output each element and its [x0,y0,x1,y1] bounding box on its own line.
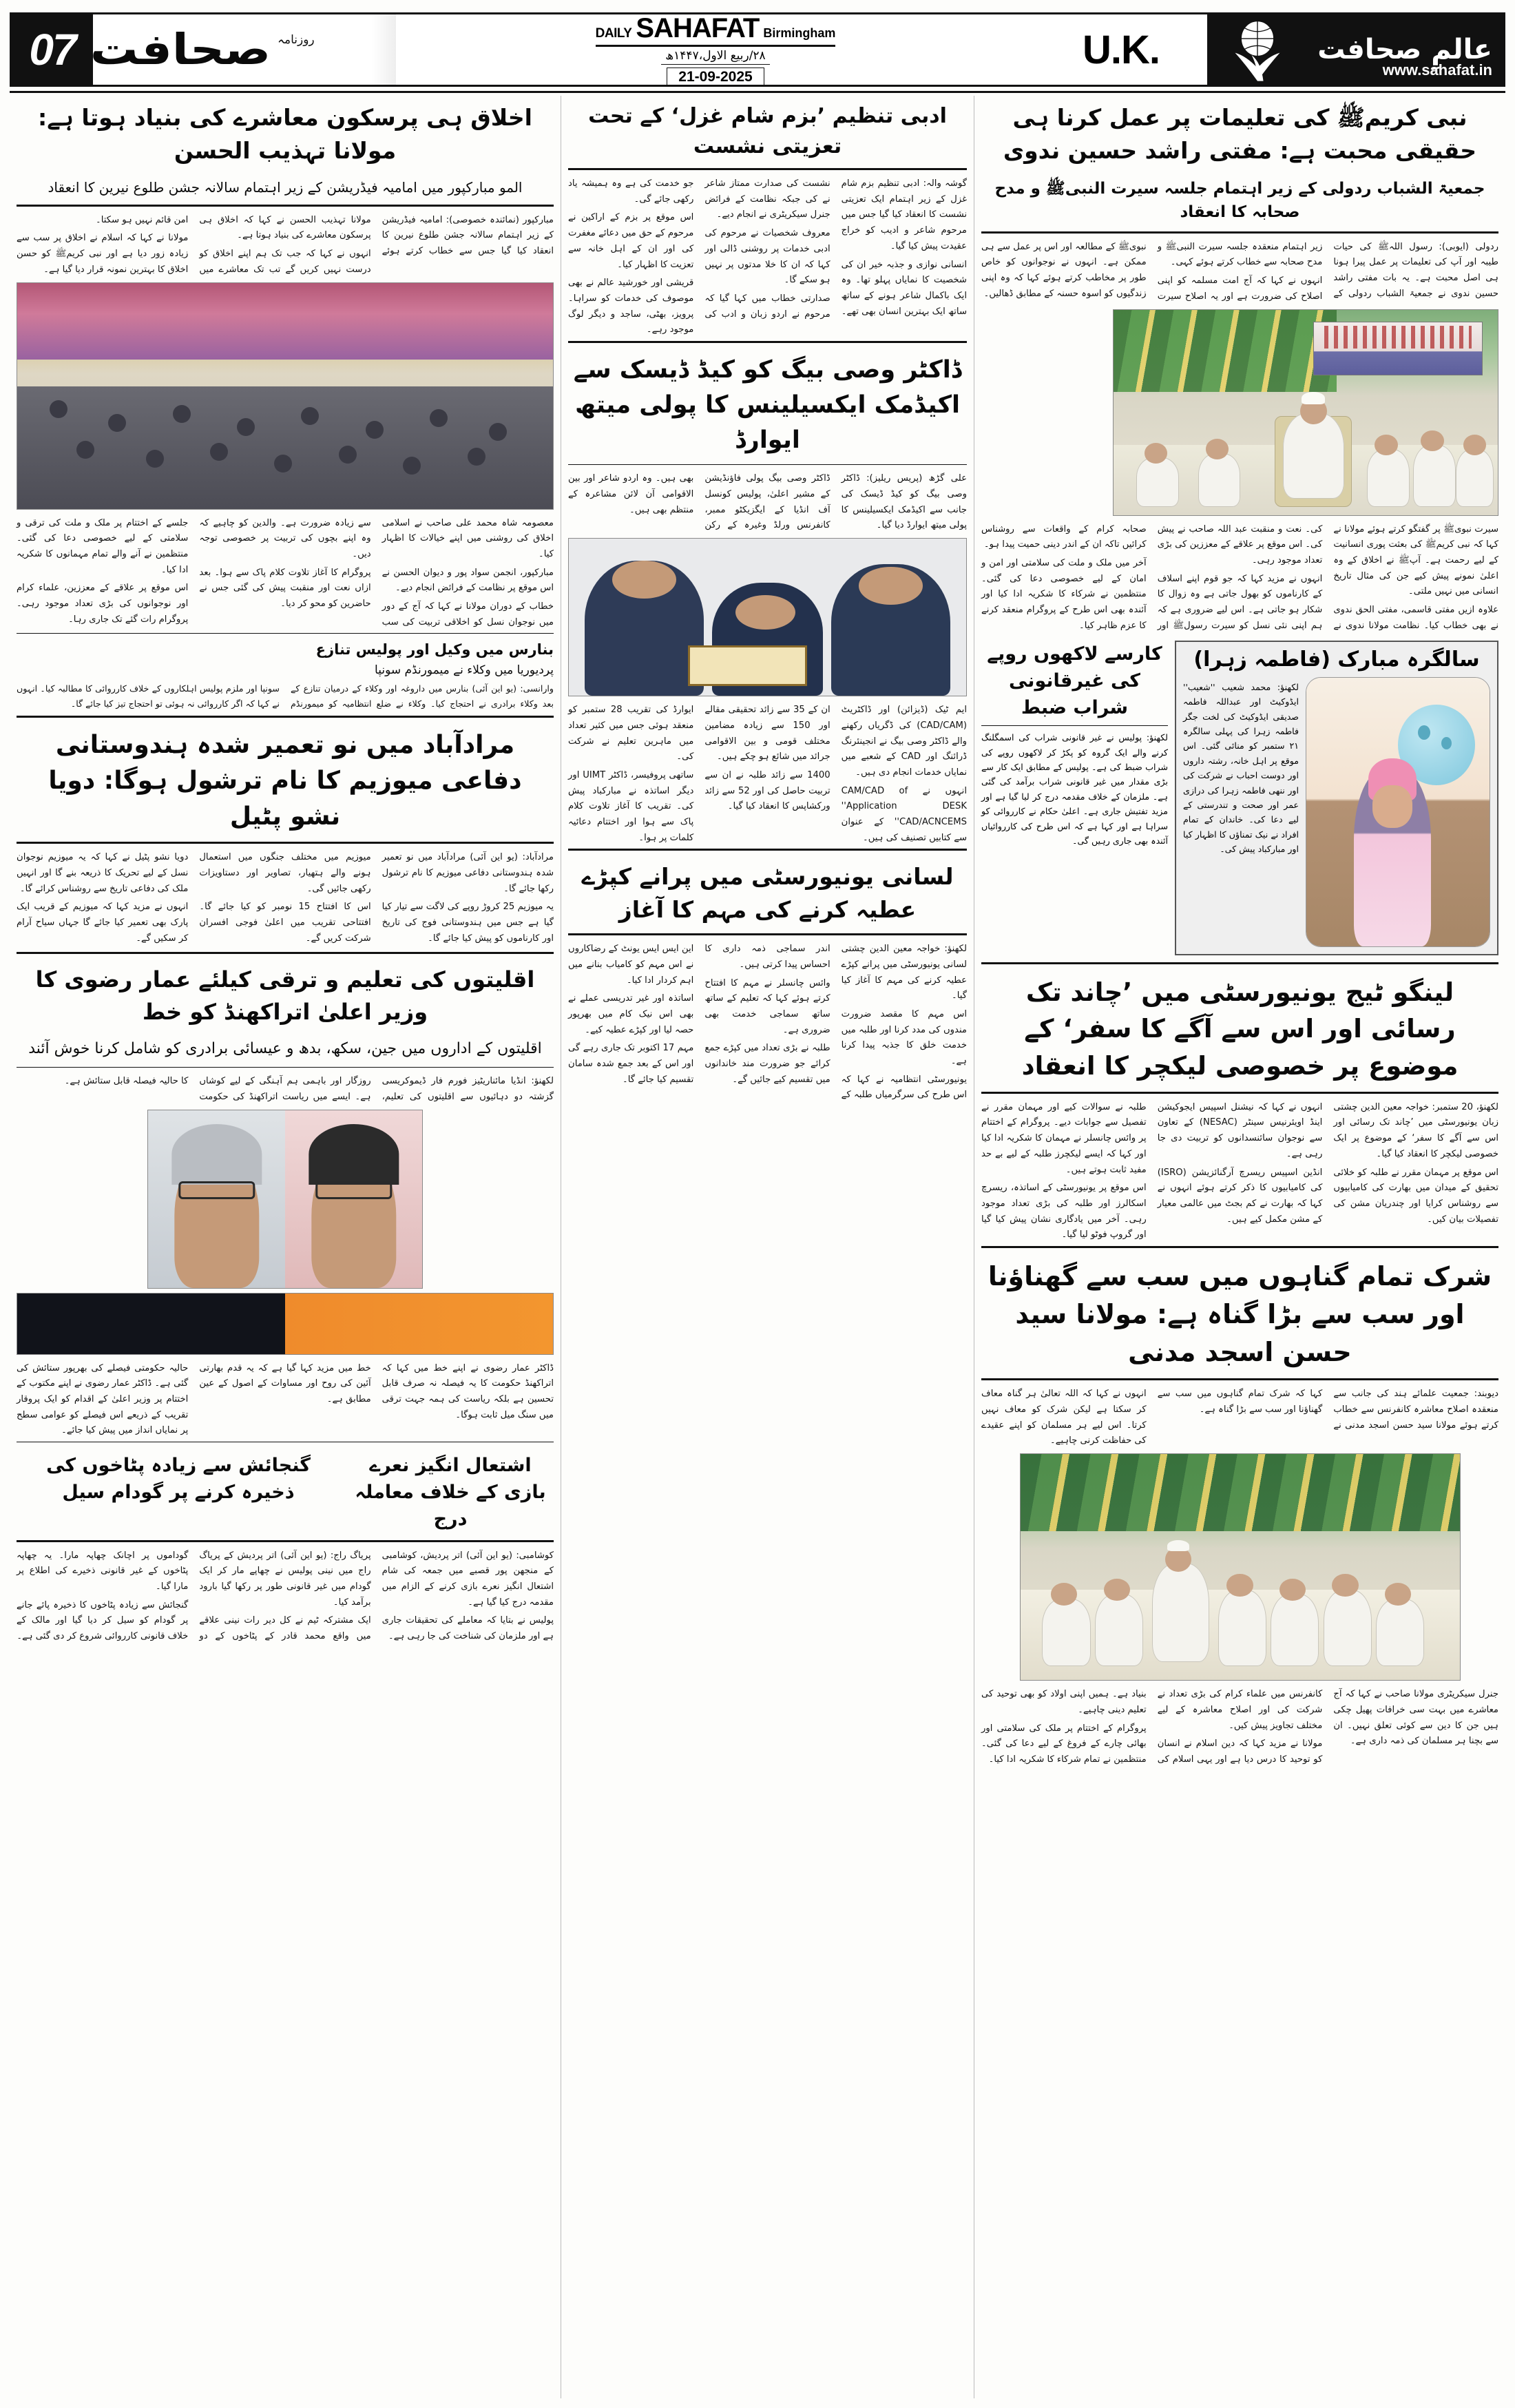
body-moradabad-museum: مرادآباد: (یو این آئی) مرادآباد میں نو تعمیر شدہ ہندوستانی دفاعی میوزیم کا نام ترشول رکھا جائے گا۔ یہ میوزیم 25 کروڑ روپے کی لاگت سے تیار کیا گیا ہے جس میں ہندوستانی فوج کی تاریخ اور کارناموں کو پیش کیا جائے گا۔ میوزیم میں مختلف جنگوں میں استعمال ہونے والے ہتھیار، تصاویر اور دستاویزات رکھی جائیں گی۔ اس کا افتتاح 15 نومبر کو کیا جائے گا۔ افتتاحی تقریب میں اعلیٰ فوجی افسران شرکت کریں گے۔ دویا نشو پٹیل نے کہا کہ یہ میوزیم نوجوان نسل کے لیے تحریک کا ذریعہ بنے گا اور انہیں ملک کی دفاعی تاریخ سے روشناس کرائے گا۔ انہوں نے مزید کہا کہ میوزیم کے قریب ایک پارک بھی تعمیر کیا جائے گا جہاں سیاح آرام کر سکیں گے۔ [17,852,554,944]
page-number: 07 [12,14,93,85]
divider [981,1246,1498,1248]
body-wasi-beg-bottom: ایم ٹیک (ڈیزائن) اور ڈاکٹریٹ (CAD/CAM) کی ڈگریاں رکھنے والے ڈاکٹر وصی بیگ نے انجینئرنگ ڈرائنگ اور CAD کے شعبے میں نمایاں خدمات انجام دی ہیں۔ انہوں نے CAM/CAD of ''Application DESK CAD/ACNCEMS'' کے عنوان سے کتابیں تصنیف کی ہیں۔ ان کے 35 سے زائد تحقیقی مقالے اور 150 سے زیادہ مضامین مختلف قومی و بین الاقوامی جرائد میں شائع ہو چکے ہیں۔ 1400 سے زائد طلبہ نے ان سے تربیت حاصل کی اور 52 سے زائد ورکشاپس کا انعقاد کیا گیا۔ ایوارڈ کی تقریب 28 ستمبر کو منعقد ہوئی جس میں کثیر تعداد میں ماہرین تعلیم نے شرکت کی۔ ساتھی پروفیسر، ڈاکٹر UIMT اور دیگر اساتذہ نے مبارکباد پیش کی۔ تقریب کا آغاز تلاوت کلام پاک سے ہوا اور اختتام دعائیہ کلمات پر ہوا۔ [568,705,968,843]
body-shirk-bottom: جنرل سیکریٹری مولانا صاحب نے کہا کہ آج معاشرے میں بہت سی خرافات پھیل چکی ہیں جن کا دین سے کوئی تعلق نہیں۔ ان سے بچنا ہر مسلمان کی ذمہ داری ہے۔ کانفرنس میں علماء کرام کی بڑی تعداد نے شرکت کی اور اصلاح معاشرہ کے لیے مختلف تجاویز پیش کیں۔ مولانا نے مزید کہا کہ دین اسلام نے انسان کو توحید کا درس دیا ہے اور یہی اسلام کی بنیاد ہے۔ ہمیں اپنی اولاد کو بھی توحید کی تعلیم دینی چاہیے۔ پروگرام کے اختتام پر ملک کی سلامتی اور بھائی چارے کے فروغ کے لیے دعا کی گئی۔ منتظمین نے تمام شرکاء کا شکریہ ادا کیا۔ [981,1689,1498,1765]
headline-nabi-kareem-teachings[interactable]: نبی کریمﷺ کی تعلیمات پر عمل کرنا ہی حقیقی محبت ہے: مفتی راشد حسین ندوی [1003,104,1477,164]
column-left [974,96,1505,2398]
brand-title-row [596,13,836,47]
urdu-paper-kicker: روزنامہ [278,33,315,47]
divider [17,633,554,634]
divider [981,231,1498,233]
website-url[interactable]: www.sahafat.in [1382,61,1492,79]
headline-side-note[interactable]: کارسے لاکھوں روپے کی غیرقانونی شراب ضبط [987,643,1162,719]
brief-headline-banaras[interactable]: بنارس میں وکیل اور پولیس تنازع [315,641,554,658]
edition-city: Birmingham [763,25,836,40]
baby-girl-photo [1306,677,1490,947]
headline-moradabad-museum[interactable]: مرادآباد میں نو تعمیر شدہ ہندوستانی دفاعی میوزیم کا نام ترشول ہوگا: دویا نشو پٹیل [48,730,522,831]
divider [981,1092,1498,1094]
madani-gathering-photo [1020,1453,1461,1681]
brand-name: SAHAFAT [636,12,760,43]
side-note-text: لکھنؤ: پولیس نے غیر قانونی شراب کی اسمگلنگ کرنے والے ایک گروہ کو پکڑ کر لاکھوں روپے کی شراب ضبط کی ہے۔ پولیس کے مطابق ایک کار سے بڑی مقدار میں غیر قانونی شراب برآمد کی گئی ہے۔ ملزمان کے خلاف مقدمہ درج کر لیا گیا ہے اور مزید تفتیش جاری ہے۔ اعلیٰ حکام نے کارروائی کو سراہا ہے اور کہا ہے کہ اس طرح کی کارروائیاں آئندہ بھی جاری رہیں گی۔ [981,732,1168,847]
logo-urdu-text: عالمِ صحافت [1317,34,1492,65]
brief-body-banaras: وارانسی: (یو این آئی) بنارس میں داروغہ اور وکلاء کے درمیان تنازع کے بعد وکلاء برادری نے احتجاج کیا۔ وکلاء نے ضلع انتظامیہ کو میمورنڈم سونپا اور ملزم پولیس اہلکاروں کے خلاف کارروائی کا مطالبہ کیا۔ انہوں نے کہا کہ اگر کارروائی نہ ہوئی تو احتجاج تیز کیا جائے گا۔ [17,683,554,709]
headline-minorities-education[interactable]: اقلیتوں کی تعلیم و ترقی کیلئے عمار رضوی کا وزیر اعلیٰ اتراکھنڈ کو خط [35,966,535,1025]
headline-moon-lecture[interactable]: لینگو ٹیج یونیورسٹی میں ’چاند تک رسائی اور اس سے آگے کا سفر‘ کے موضوع پر خصوصی لیکچر کا انعقاد [1021,977,1459,1081]
divider [981,962,1498,964]
column-middle [561,96,974,2398]
body-wasi-beg-top: علی گڑھ (پریس ریلیز): ڈاکٹر وصی بیگ کو کیڈ ڈیسک کی جانب سے اکیڈمک ایکسیلینس کا پولی میتھ ایوارڈ دیا گیا۔ ڈاکٹر وصی بیگ پولی فاؤنڈیشن کے مشیر اعلیٰ، پولیس کونسل آف انڈیا کے ایگزیکٹو ممبر، کانفرنس ورلڈ وغیرہ کے رکن بھی ہیں۔ وہ اردو شاعر اور بین الاقوامی آن لائن مشاعرہ کے منتظم بھی ہیں۔ [568,473,967,531]
column-right [10,96,561,2398]
body-nabi-kareem-bottom: سیرت نبویﷺ پر گفتگو کرتے ہوئے مولانا نے کہا کہ نبی کریمﷺ کی بعثت پوری انسانیت کے لیے رحمت ہے۔ آپﷺ نے اخلاق کے وہ اعلیٰ نمونے پیش کیے جن کی مثال تاریخ انسانی میں نہیں ملتی۔ علاوہ ازیں مفتی قاسمی، مفتی الحق ندوی نے بھی خطاب کیا۔ نظامت مولانا ندوی نے کی۔ نعت و منقبت عبد اللہ صاحب نے پیش کی۔ اس موقع پر علاقے کے معززین کی بڑی تعداد موجود رہی۔ انہوں نے مزید کہا کہ جو قوم اپنے اسلاف کے کارناموں کو بھول جاتی ہے وہ زوال کا شکار ہو جاتی ہے۔ اس لیے ضروری ہے کہ ہم اپنی نئی نسل کو سیرت رسولﷺ اور صحابہ کرام کے واقعات سے روشناس کرائیں تاکہ ان کے اندر دینی حمیت پیدا ہو۔ آخر میں ملک و ملت کی سلامتی اور امن و امان کے لیے خصوصی دعا کی گئی۔ منتظمین نے شرکاء کا شکریہ ادا کیا اور آئندہ بھی اس طرح کے پروگرام منعقد کرنے کا عزم ظاہر کیا۔ [981,523,1498,631]
body-slogans-firecracker: کوشامبی: (یو این آئی) اتر پردیش، کوشامبی کے منجھن پور قصبے میں جمعہ کی شام اشتعال انگیز نعرے بازی کرنے کے الزام میں مقدمہ درج کیا گیا ہے۔ پولیس نے بتایا کہ معاملے کی تحقیقات جاری ہے اور ملزمان کی شناخت کی جا رہی ہے۔ پریاگ راج: (یو این آئی) اتر پردیش کے پریاگ راج میں نینی پولیس نے چھاپے مار کر ایک گودام میں غیر قانونی طور پر رکھا گیا بارود برآمد کیا۔ ایک مشترکہ ٹیم نے کل دیر رات نینی علاقے میں واقع محمد قادر کے پٹاخوں کے دو گوداموں پر اچانک چھاپہ مارا۔ یہ چھاپہ پٹاخوں کے غیر قانونی ذخیرے کی اطلاع پر مارا گیا۔ گنجائش سے زیادہ پٹاخوں کا ذخیرہ پائے جانے پر گودام کو سیل کر دیا گیا اور مالک کے خلاف قانونی کارروائی شروع کر دی گئی ہے۔ [17,1550,554,1642]
subhead-akhlaq: المو مبارکپور میں امامیہ فیڈریشن کے زیر اہتمام سالانہ جشن طلوع نیرین کا انعقاد [48,178,523,196]
award-ceremony-photo [568,538,967,696]
divider [568,933,967,935]
body-akhlaq-bottom: معصومہ شاہ محمد علی صاحب نے اسلامی اخلاق کی روشنی میں اپنے خیالات کا اظہار کیا۔ مبارکپور، انجمن سواد پور و دیوان الحسن نے اس موقع پر نظامت کے فرائض انجام دیے۔ خطاب کے دوران مولانا نے کہا کہ آج کے دور میں نوجوان نسل کو اخلاقی تربیت کی سب سے زیادہ ضرورت ہے۔ والدین کو چاہیے کہ وہ اپنے بچوں کی تربیت پر خصوصی توجہ دیں۔ پروگرام کا آغاز تلاوت کلام پاک سے ہوا۔ بعد ازاں نعت اور منقبت پیش کی گئی جس نے حاضرین کو محو کر دیا۔ جلسے کے اختتام پر ملک و ملت کی ترقی و سلامتی کے لیے خصوصی دعا کی گئی۔ منتظمین نے آنے والے تمام مہمانوں کا شکریہ ادا کیا۔ اس موقع پر علاقے کے معززین، علماء کرام اور نوجوانوں کی بڑی تعداد موجود رہی۔ پروگرام رات گئے تک جاری رہا۔ [17,517,554,627]
flag-backdrop-photo [17,1293,554,1355]
body-akhlaq-top: مبارکپور (نمائندہ خصوصی): امامیہ فیڈریشن کے زیر اہتمام سالانہ جشن طلوع نیرین کا انعقاد کیا گیا جس سے خطاب کرتے ہوئے مولانا تہذیب الحسن نے کہا کہ اخلاق ہی پرسکون معاشرے کی بنیاد ہوتا ہے۔ انہوں نے کہا کہ جب تک ہم اپنے اخلاق کو درست نہیں کریں گے تب تک معاشرے میں امن قائم نہیں ہو سکتا۔ مولانا نے کہا کہ اسلام نے اخلاق پر سب سے زیادہ زور دیا ہے اور نبی کریمﷺ کو حسن اخلاق کا بہترین نمونہ قرار دیا گیا ہے۔ [17,214,554,275]
birthday-title: سالگرہ مبارک (فاطمہ زہرا) [1193,647,1480,672]
jalsa-seerat-photo [1113,309,1498,516]
divider [981,1378,1498,1380]
divider [568,849,967,851]
body-minorities-top: لکھنؤ: انڈیا مائناریٹیز فورم فار ڈیموکریسی گزشتہ دو دہائیوں سے اقلیتوں کی تعلیم، روزگار اور باہمی ہم آہنگی کے لیے کوشاں ہے۔ ایسے میں ریاست اتراکھنڈ کی حکومت کا حالیہ فیصلہ قابل ستائش ہے۔ [64,1076,554,1102]
portrait-right [285,1110,422,1288]
portrait-left [148,1110,285,1288]
headline-slogans-case[interactable]: اشتعال انگیز نعرے بازی کے خلاف معاملہ درج [355,1455,546,1530]
headline-firecracker-godown[interactable]: گنجائش سے زیادہ پٹاخوں کی ذخیرہ کرنے پر گودام سیل [46,1455,311,1504]
body-nabi-kareem-top: ردولی (ایوبی): رسول اللہﷺ کی حیات طیبہ اور آپ کی تعلیمات پر عمل پیرا ہونا ہی اصل محبت ہے۔ یہ بات مفتی راشد حسین ندوی نے جمعیۃ الشباب ردولی کے زیر اہتمام منعقدہ جلسہ سیرت النبیﷺ و مدح صحابہ سے خطاب کرتے ہوئے کہی۔ انہوں نے کہا کہ آج امت مسلمہ کو اپنی اصلاح کی ضرورت ہے اور یہ اصلاح سیرت نبویﷺ کے مطالعہ اور اس پر عمل سے ہی ممکن ہے۔ انہوں نے نوجوانوں کو خاص طور پر مخاطب کرتے ہوئے کہا کہ وہ اپنی زندگیوں کو اسوہ حسنہ کے مطابق ڈھالیں۔ [981,241,1498,302]
divider [17,1067,554,1068]
headline-bazm-shaam-ghazal[interactable]: ادبی تنظیم ’بزم شام غزل‘ کے تحت تعزیتی نشست [588,104,947,158]
globe-icon [1228,19,1287,83]
body-clothes-donation: لکھنؤ: خواجہ معین الدین چشتی لسانی یونیورسٹی میں پرانے کپڑے عطیہ کرنے کی مہم کا آغاز کیا گیا۔ اس مہم کا مقصد ضرورت مندوں کی مدد کرنا اور طلبہ میں خدمت خلق کا جذبہ پیدا کرنا ہے۔ یونیورسٹی انتظامیہ نے کہا کہ اس طرح کی سرگرمیاں طلبہ کے اندر سماجی ذمہ داری کا احساس پیدا کرتی ہیں۔ وائس چانسلر نے مہم کا افتتاح کرتے ہوئے کہا کہ تعلیم کے ساتھ ساتھ سماجی خدمت بھی ضروری ہے۔ طلبہ نے بڑی تعداد میں کپڑے جمع کرائے جو ضرورت مند خاندانوں میں تقسیم کیے جائیں گے۔ این ایس ایس یونٹ کے رضاکاروں نے اس مہم کو کامیاب بنانے میں اہم کردار ادا کیا۔ اساتذہ اور غیر تدریسی عملے نے بھی اس نیک کام میں بھرپور حصہ لیا اور کپڑے عطیہ کیے۔ مہم 17 اکتوبر تک جاری رہے گی اور اس کے بعد جمع شدہ سامان تقسیم کیا جائے گا۔ [568,944,967,1101]
hijri-date: ۲۸/ربیع الاول،۱۴۴۷ھ [661,48,769,65]
body-bazm-shaam-ghazal: گوشہ والہ: ادبی تنظیم بزم شام غزل کے زیر اہتمام ایک تعزیتی نشست کا انعقاد کیا گیا جس میں مرحوم شاعر و ادیب کو خراج عقیدت پیش کیا گیا۔ انسانی نوازی و جذبہ خیر ان کی شخصیت کا نمایاں پہلو تھا۔ وہ ایک باکمال شاعر ہونے کے ساتھ ساتھ ایک بہترین انسان بھی تھے۔ نشست کی صدارت ممتاز شاعر نے کی جبکہ نظامت کے فرائض جنرل سیکریٹری نے انجام دیے۔ معروف شخصیات نے مرحوم کی ادبی خدمات پر روشنی ڈالی اور کہا کہ ان کا خلا مدتوں پر نہیں ہو سکے گا۔ صدارتی خطاب میں کہا گیا کہ مرحوم نے اردو زبان و ادب کی جو خدمت کی ہے وہ ہمیشہ یاد رکھی جائے گی۔ اس موقع پر بزم کے اراکین نے مرحوم کے حق میں دعائے مغفرت کی اور ان کے اہل خانہ سے تعزیت کا اظہار کیا۔ قریشی اور خورشید عالم نے بھی موصوف کی خدمات کو سراہا۔ پرویز، بھٹی، ساجد و دیگر لوگ موجود رہے۔ [568,178,967,335]
urdu-paper-name: صحافت [90,24,271,74]
imamia-federation-hall-photo [17,282,554,510]
divider [17,716,554,718]
brief-subhead-banaras: پردیوریا میں وکلاء نے میمورنڈم سونپا [375,663,554,677]
gregorian-date: 21-09-2025 [667,68,764,87]
body-minorities-bottom: ڈاکٹر عمار رضوی نے اپنے خط میں کہا کہ اتراکھنڈ حکومت کا یہ فیصلہ نہ صرف قابل تحسین ہے بلکہ ریاست کی ہمہ جہت ترقی میں سنگ میل ثابت ہوگا۔ خط میں مزید کہا گیا ہے کہ یہ قدم بھارتی آئین کی روح اور مساوات کے اصول کے عین مطابق ہے۔ حالیہ حکومتی فیصلے کی بھرپور ستائش کی گئی ہے۔ ڈاکٹر عمار رضوی نے اپنے مکتوب کے اختتام پر وزیر اعلیٰ کے اقدام کو ایک پروقار تقریب کے ذریعے اس فیصلے کو عوامی سطح پر نمایاں انداز میں پیش کیا جائے۔ [17,1362,554,1436]
birthday-box [1175,641,1498,955]
urdu-nameplate [90,14,396,85]
two-leaders-portrait-photo [147,1110,423,1289]
masthead-center [396,14,1035,85]
body-shirk-top: دیوبند: جمعیت علمائے ہند کی جانب سے منعقدہ اصلاح معاشرہ کانفرنس سے خطاب کرتے ہوئے مولانا سید حسن اسجد مدنی نے کہا کہ شرک تمام گناہوں میں سب سے گھناؤنا اور سب سے بڑا گناہ ہے۔ انہوں نے کہا کہ اللہ تعالیٰ ہر گناہ معاف کر سکتا ہے لیکن شرک کو معاف نہیں کرتا۔ اس لیے ہر مسلمان کو اپنے عقیدے کی حفاظت کرنی چاہیے۔ [981,1389,1498,1446]
masthead [10,12,1505,87]
divider [568,168,967,170]
sahafat-logo-block [1207,14,1503,85]
divider [17,205,554,207]
page-columns [10,91,1505,2398]
headline-wasi-beg-award[interactable]: ڈاکٹر وصی بیگ کو کیڈ ڈیسک سے اکیڈمک ایکسیلینس کا پولی میتھ ایوارڈ [573,356,962,454]
divider [568,464,967,465]
body-moon-lecture: لکھنؤ، 20 ستمبر: خواجہ معین الدین چشتی زبان یونیورسٹی میں ’چاند تک رسائی اور اس سے آگے کا سفر‘ کے موضوع پر ایک خصوصی لیکچر کا انعقاد کیا گیا۔ اس موقع پر مہمان مقرر نے طلبہ کو خلائی تحقیق کے میدان میں بھارت کی کامیابیوں سے روشناس کرایا اور چندریان مشن کی تفصیلات بیان کیں۔ انہوں نے کہا کہ نیشنل اسپیس ایجوکیشن اینڈ اویئرنیس سینٹر (NESAC) کے تعاون سے نوجوان سائنسدانوں کو تربیت دی جا رہی ہے۔ انڈین اسپیس ریسرچ آرگنائزیشن (ISRO) کی کامیابیوں کا ذکر کرتے ہوئے انہوں نے کہا کہ بھارت نے کم بجٹ میں عالمی معیار کے مشن مکمل کیے ہیں۔ طلبہ نے سوالات کیے اور مہمان مقرر نے تفصیل سے جوابات دیے۔ پروگرام کے اختتام پر وائس چانسلر نے مہمان کا شکریہ ادا کیا اور کہا کہ ایسے لیکچرز طلبہ کے لیے بے حد مفید ثابت ہوتے ہیں۔ اس موقع پر یونیورسٹی کے اساتذہ، ریسرچ اسکالرز اور طلبہ کی بڑی تعداد موجود رہی۔ آخر میں یادگاری نشان پیش کیا گیا اور گروپ فوٹو لیا گیا۔ [981,1101,1498,1241]
divider [981,725,1168,726]
divider [568,341,967,343]
headline-akhlaq[interactable]: اخلاق ہی پرسکون معاشرے کی بنیاد ہوتا ہے: مولانا تہذیب الحسن [38,104,532,164]
subhead-jamiat-shabab: جمعیۃ الشباب ردولی کے زیر اہتمام جلسہ سیرت النبیﷺ و مدح صحابہ کا انعقاد [994,179,1485,222]
headline-clothes-donation[interactable]: لسانی یونیورسٹی میں پرانے کپڑے عطیہ کرنے کی مہم کا آغاز [581,863,954,924]
divider [17,952,554,954]
birthday-text: لکھنؤ: محمد شعیب ''شعیب'' ایڈوکیٹ اور عبداللہ فاطمہ صدیقی ایڈوکیٹ کی لخت جگر فاطمہ زہرا کی پہلی سالگرہ ۲۱ ستمبر کو منائی گئی۔ اس موقع پر اہل خانہ، رشتہ داروں اور دوست احباب نے شرکت کی اور ننھی فاطمہ زہرا کی درازی عمر اور صحت و تندرستی کے لیے دعا کی۔ خاندان کے تمام افراد نے نیک تمناؤں کا اظہار کیا اور مبارکباد پیش کی۔ [1183,681,1299,855]
subhead-minorities-education: اقلیتوں کے اداروں میں جین، سکھ، بدھ و عیسائی برادری کو شامل کرنا خوش آئند [28,1040,542,1058]
headline-shirk-sin[interactable]: شرک تمام گناہوں میں سب سے گھناؤنا اور سب سے بڑا گناہ ہے: مولانا سید حسن اسجد مدنی [988,1261,1492,1368]
daily-label: DAILY [595,25,632,41]
divider [17,1540,554,1542]
edition-label: U.K. [1083,27,1160,72]
divider [17,842,554,844]
